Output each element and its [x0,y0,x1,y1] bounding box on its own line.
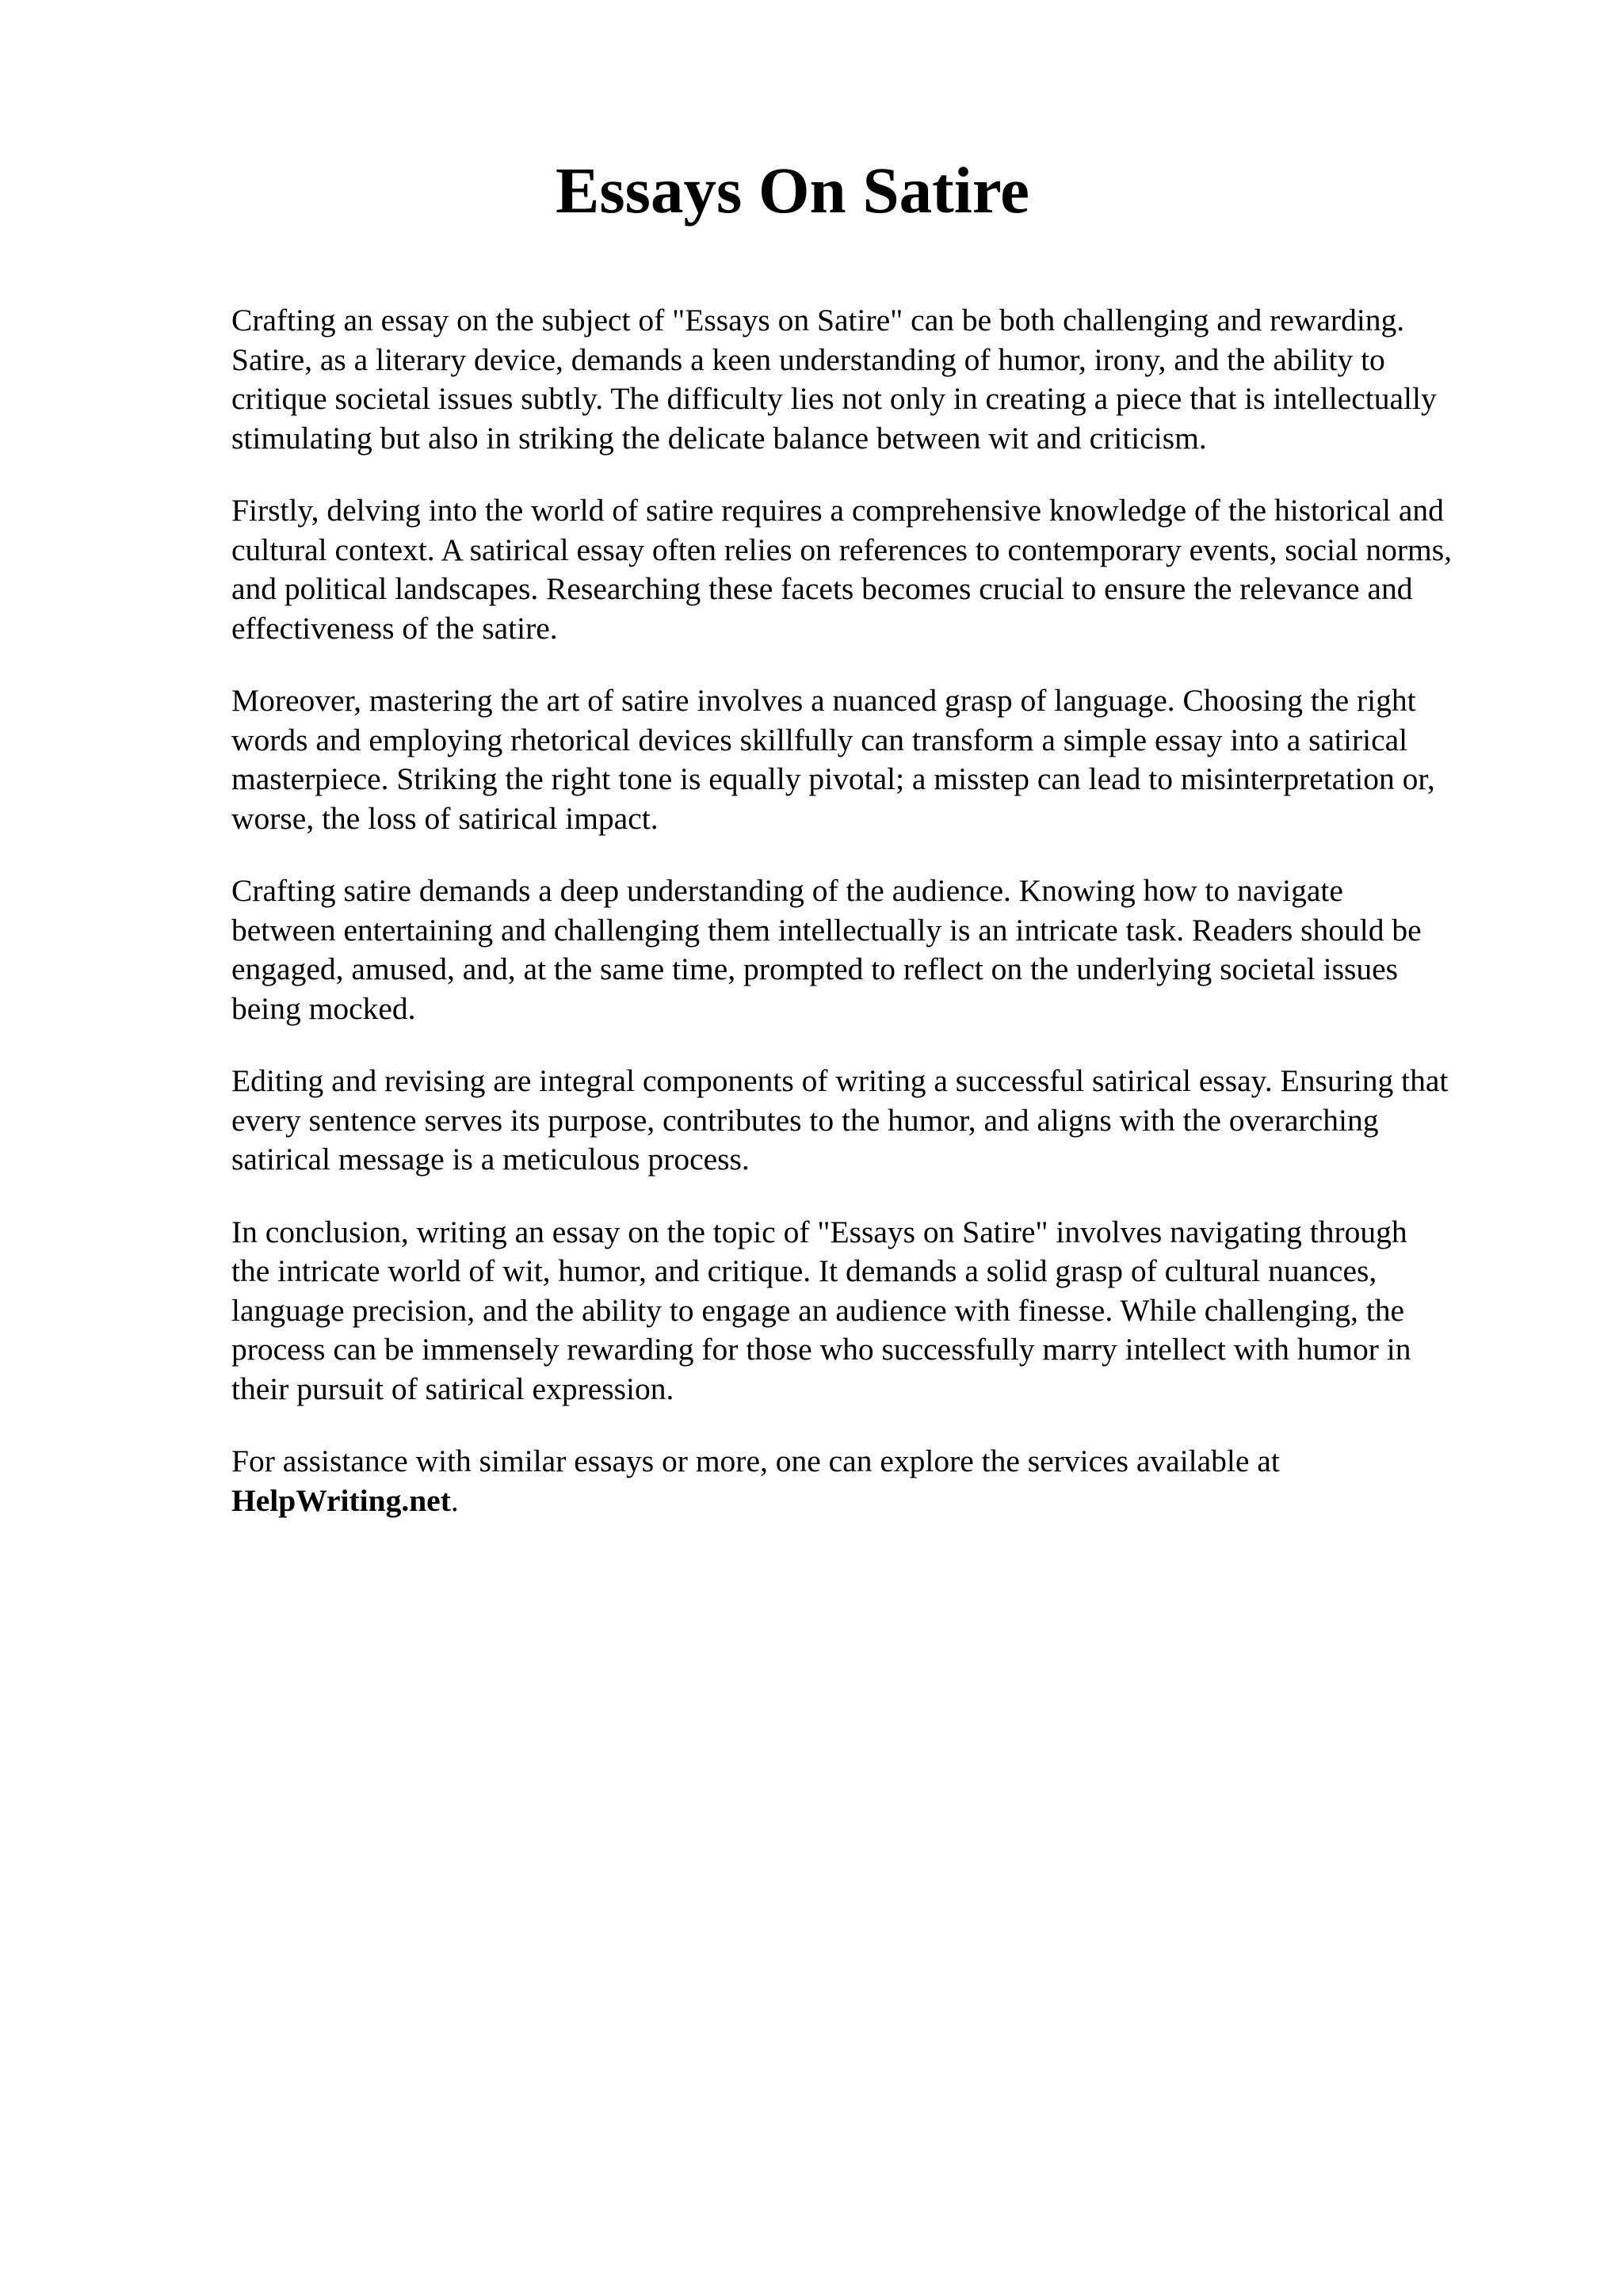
text-line: being mocked. [231,990,416,1026]
paragraph [231,681,1531,838]
text-line: For assistance with similar essays or more, one can explore the services available at [231,1444,1280,1478]
text-line: stimulating but also in striking the delicate balance between wit and criticism. [231,420,1207,456]
paragraph [231,491,1531,648]
text-line [231,1482,1531,1521]
text-line: critique societal issues subtly. The difficulty lies not only in creating a piece that is intellectually [231,381,1437,416]
text-line: every sentence serves its purpose, contributes to the humor, and aligns with the overarching [231,1102,1379,1138]
text-line: the intricate world of wit, humor, and critique. It demands a solid grasp of cultural nuances, [231,1253,1377,1288]
text-line: between entertaining and challenging them intellectually is an intricate task. Readers should be [231,912,1422,948]
text-line: worse, the loss of satirical impact. [231,800,659,836]
text-line: Satire, as a literary device, demands a keen understanding of humor, irony, and the ability to [231,341,1385,377]
text-line: and political landscapes. Researching these facets becomes crucial to ensure the relevance and [231,571,1413,606]
text-line: Crafting satire demands a deep understanding of the audience. Knowing how to navigate [231,873,1343,908]
text-line: Firstly, delving into the world of satire requires a comprehensive knowledge of the historical and [231,493,1444,528]
closing-period: . [450,1482,459,1518]
document-body [231,301,1531,1554]
text-line: process can be immensely rewarding for those who successfully marry intellect with humor in [231,1332,1411,1367]
paragraph [231,1213,1531,1409]
text-line: cultural context. A satirical essay often relies on references to contemporary events, social norms, [231,532,1452,567]
paragraph [231,871,1531,1028]
helpwriting-link[interactable]: HelpWriting.net [231,1482,451,1518]
text-line: Editing and revising are integral components of writing a successful satirical essay. Ensuring that [231,1063,1449,1098]
paragraph [231,1062,1531,1180]
text-line: Crafting an essay on the subject of "Essays on Satire" can be both challenging and rewarding. [231,303,1405,338]
text-line: language precision, and the ability to engage an audience with finesse. While challenging, the [231,1292,1405,1328]
closing-paragraph [231,1442,1531,1520]
paragraph [231,301,1531,458]
text-line: Moreover, mastering the art of satire involves a nuanced grasp of language. Choosing the right [231,683,1416,718]
text-line: words and employing rhetorical devices skillfully can transform a simple essay into a satirical [231,722,1408,757]
text-line: masterpiece. Striking the right tone is equally pivotal; a misstep can lead to misinterpretation or, [231,761,1435,796]
text-line: their pursuit of satirical expression. [231,1371,674,1406]
text-line: engaged, amused, and, at the same time, prompted to reflect on the underlying societal issues [231,952,1399,986]
text-line: In conclusion, writing an essay on the topic of "Essays on Satire" involves navigating through [231,1214,1407,1249]
text-line: satirical message is a meticulous process. [231,1142,750,1177]
document-title: Essays On Satire [555,154,1030,227]
text-line: effectiveness of the satire. [231,610,558,646]
